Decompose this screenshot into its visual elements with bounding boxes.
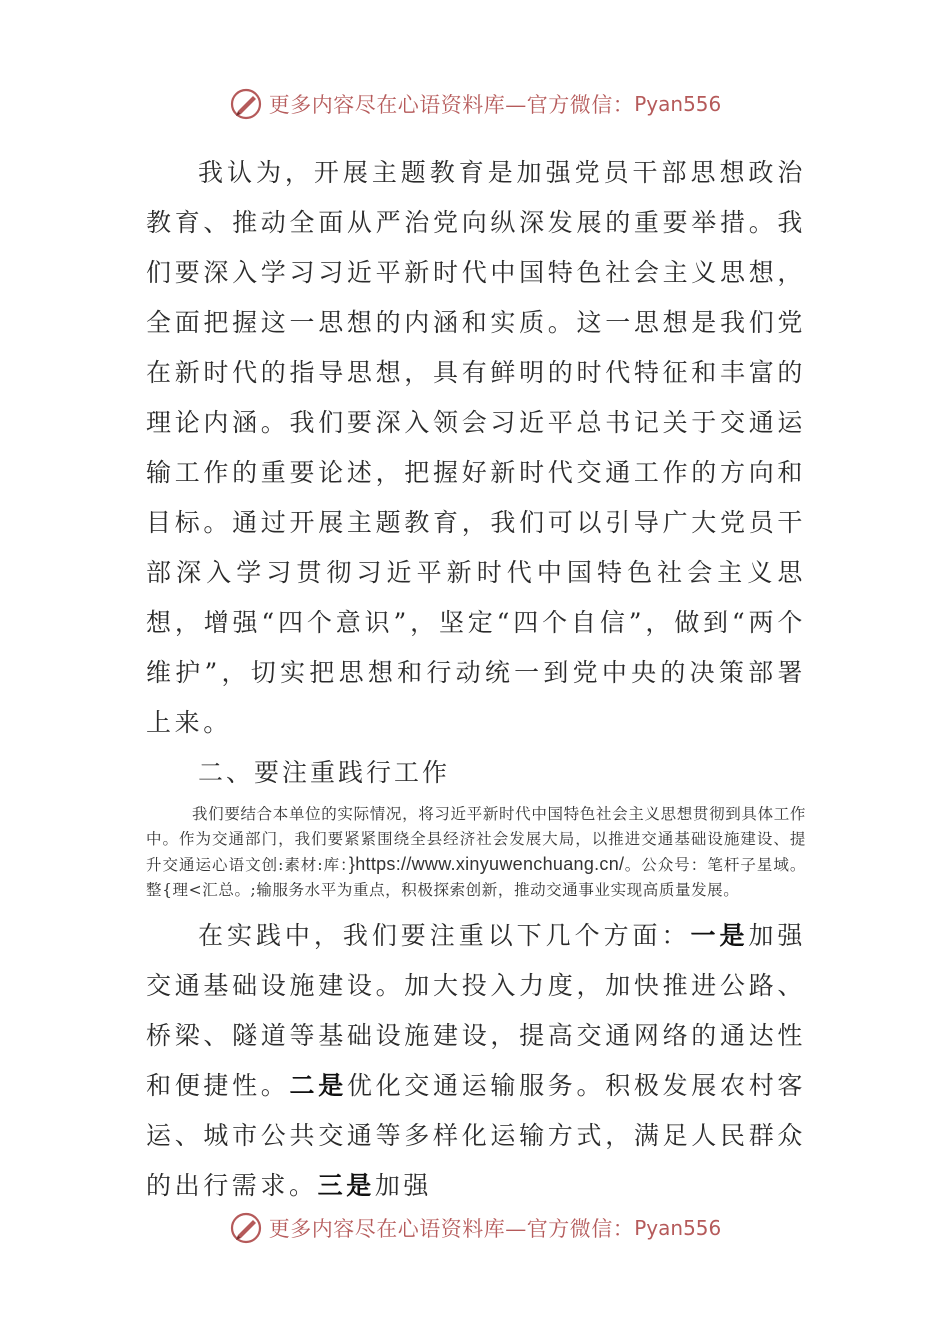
header-banner [0, 84, 950, 124]
aspect-marker-3: 三是 [317, 1171, 375, 1200]
aspects-text-3: 优化交通运输服务。积极发展农村客运、城市公共交通等多样化运输方式，满足人民群众的出行需求。 [146, 1071, 806, 1200]
paragraph-practice-part1: 我们要结合本单位的实际情况，将习近平新时代中国特色社会主义思想贯彻到具体工作中。作为交通部门，我们要紧紧围绕全县经济社会发展大局，以推进交通基础设施建设、提升交通运心语文创:素材:库： [146, 805, 806, 874]
banner-contact: Pyan556 [634, 1216, 722, 1240]
document-body [146, 148, 806, 1211]
banner-contact: Pyan556 [634, 92, 722, 116]
website-url: }https://www.xinyuwenchuang.cn/ [348, 854, 625, 874]
aspects-text-2: 加强交通基础设施建设。加大投入力度，加快推进公路、桥梁、隧道等基础设施建设，提高交通网络的通达性和便捷性。 [146, 921, 807, 1100]
aspect-marker-2: 二是 [289, 1071, 347, 1100]
banner-text: 更多内容尽在心语资料库—官方微信： [268, 1217, 635, 1241]
aspects-text-1: 在实践中，我们要注重以下几个方面： [198, 921, 691, 950]
footer-banner [0, 1208, 950, 1248]
paragraph-aspects [146, 911, 806, 1211]
paragraph-practice-part2: 。公众号：笔杆子星域。整{理<汇总。;输服务水平为重点，积极探索创新，推动交通事业实现高质量发展。 [146, 856, 806, 899]
pen-logo-icon [229, 87, 263, 121]
pen-logo-icon [229, 1211, 263, 1245]
banner-text: 更多内容尽在心语资料库—官方微信： [268, 93, 635, 117]
aspects-text-4: 加强 [374, 1171, 433, 1200]
aspect-marker-1: 一是 [690, 921, 749, 950]
paragraph-practice [146, 802, 806, 903]
section-heading: 二、要注重践行工作 [198, 758, 451, 787]
paragraph-intro: 我认为，开展主题教育是加强党员干部思想政治教育、推动全面从严治党向纵深发展的重要举措。我们要深入学习习近平新时代中国特色社会主义思想，全面把握这一思想的内涵和实质。这一思想是我们党在新时代的指导思想，具有鲜明的时代特征和丰富的理论内涵。我们要深入领会习近平总书记关于交通运输工作的重要论述，把握好新时代交通工作的方向和目标。通过开展主题教育，我们可以引导广大党员干部深入学习贯彻习近平新时代中国特色社会主义思想，增强“四个意识”，坚定“四个自信”，做到“两个维护”，切实把思想和行动统一到党中央的决策部署上来。 [146, 158, 806, 737]
